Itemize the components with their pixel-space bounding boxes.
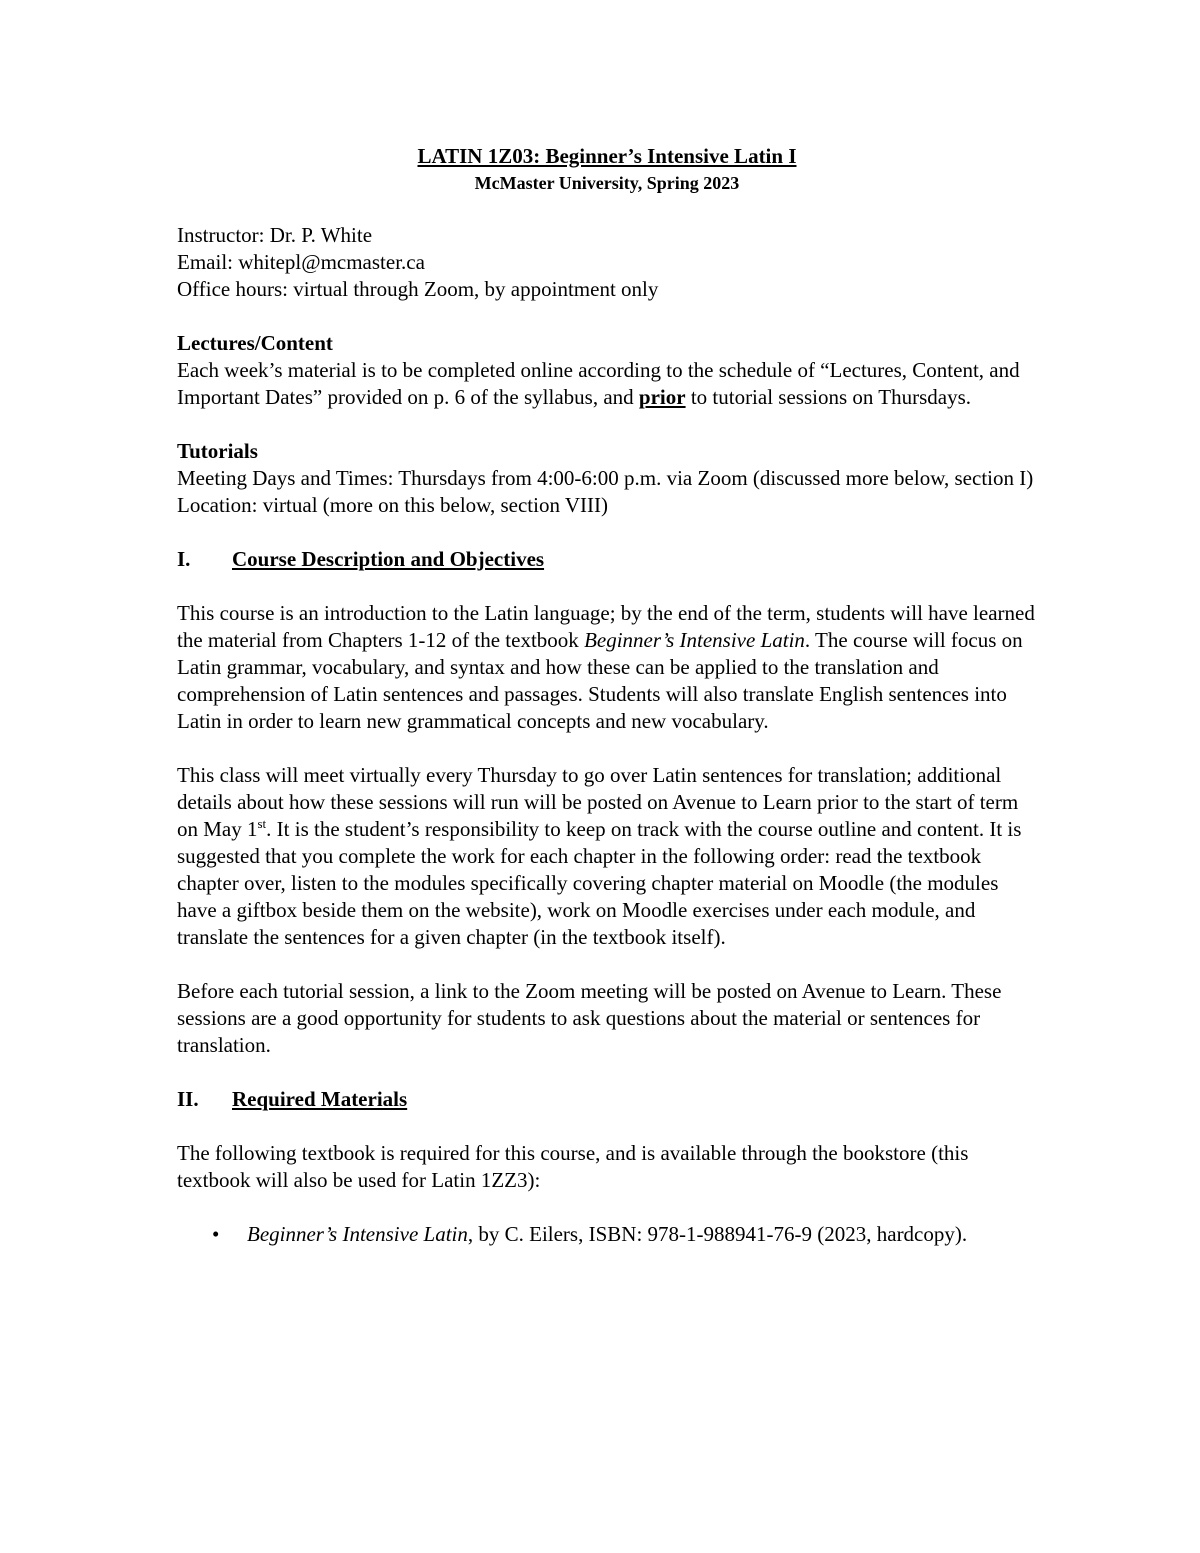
- lectures-text-before: Each week’s material is to be completed online according to the schedule of “Lectures, Content, and Important Dates” provided on p. 6 of the syllabus, and: [177, 358, 1020, 409]
- section-1-number: I.: [177, 547, 191, 571]
- section-1-p2-superscript: st: [257, 816, 267, 831]
- lectures-emphasis: prior: [638, 385, 686, 409]
- document-title: LATIN 1Z03: Beginner’s Intensive Latin I: [417, 144, 797, 168]
- lectures-heading: Lectures/Content: [177, 331, 333, 355]
- section-2-number: II.: [177, 1087, 199, 1111]
- section-1-paragraph-2: [177, 762, 1037, 951]
- lectures-section: [177, 330, 1037, 411]
- section-1-paragraph-1: [177, 600, 1037, 735]
- section-1-title: Course Description and Objectives: [232, 547, 545, 571]
- section-2-intro: The following textbook is required for this course, and is available through the bookstore (this textbook will also be used for Latin 1ZZ3):: [177, 1141, 969, 1192]
- tutorials-location: Location: virtual (more on this below, section VIII): [177, 493, 608, 517]
- email-line: Email: whitepl@mcmaster.ca: [177, 250, 425, 274]
- list-item: [177, 1221, 1037, 1248]
- list-item-text: [247, 1221, 967, 1248]
- tutorials-heading: Tutorials: [177, 439, 258, 463]
- lectures-text-after: to tutorial sessions on Thursdays.: [685, 385, 972, 409]
- bullet-icon: •: [212, 1222, 220, 1246]
- document-subtitle: McMaster University, Spring 2023: [474, 173, 740, 193]
- tutorials-meeting: Meeting Days and Times: Thursdays from 4:00-6:00 p.m. via Zoom (discussed more below, section I): [177, 466, 1034, 490]
- section-1-p2-before: This class will meet virtually every Thursday to go over Latin sentences for translation; additional details about how these sessions will run will be posted on Avenue to Learn prior to the start of term on May 1: [177, 763, 1019, 841]
- lectures-paragraph: [177, 357, 1037, 411]
- section-1-heading: [177, 546, 1037, 573]
- textbook-title: Beginner’s Intensive Latin: [247, 1222, 468, 1246]
- section-1-p1-after: . The course will focus on Latin grammar, vocabulary, and syntax and how these can be applied to the translation and comprehension of Latin sentences and passages. Students will also translate English sentences into Latin in order to learn new grammatical concepts and new vocabulary.: [177, 628, 1023, 733]
- office-hours-line: Office hours: virtual through Zoom, by appointment only: [177, 277, 659, 301]
- section-2-heading: [177, 1086, 1037, 1113]
- section-1-paragraph-3: Before each tutorial session, a link to the Zoom meeting will be posted on Avenue to Learn. These sessions are a good opportunity for students to ask questions about the material or sentences for translation.: [177, 979, 1002, 1057]
- section-2-title: Required Materials: [232, 1087, 408, 1111]
- section-1-p1-book: Beginner’s Intensive Latin: [584, 628, 805, 652]
- section-1-p2-after: . It is the student’s responsibility to keep on track with the course outline and content. It is suggested that you complete the work for each chapter in the following order: read the textbook chapter over, listen to the modules specifically covering chapter material on Moodle (the modules have a giftbox beside them on the website), work on Moodle exercises under each module, and translate the sentences for a given chapter (in the textbook itself).: [177, 817, 1022, 949]
- instructor-line: Instructor: Dr. P. White: [177, 223, 373, 247]
- tutorials-section: [177, 438, 1037, 519]
- page-content: [177, 142, 1037, 1248]
- textbook-details: , by C. Eilers, ISBN: 978-1-988941-76-9 (2023, hardcopy).: [467, 1222, 968, 1246]
- required-materials-list: [177, 1221, 1037, 1248]
- section-1-p1-before: This course is an introduction to the Latin language; by the end of the term, students will have learned the material from Chapters 1-12 of the textbook: [177, 601, 1035, 652]
- contact-info: [177, 222, 1037, 303]
